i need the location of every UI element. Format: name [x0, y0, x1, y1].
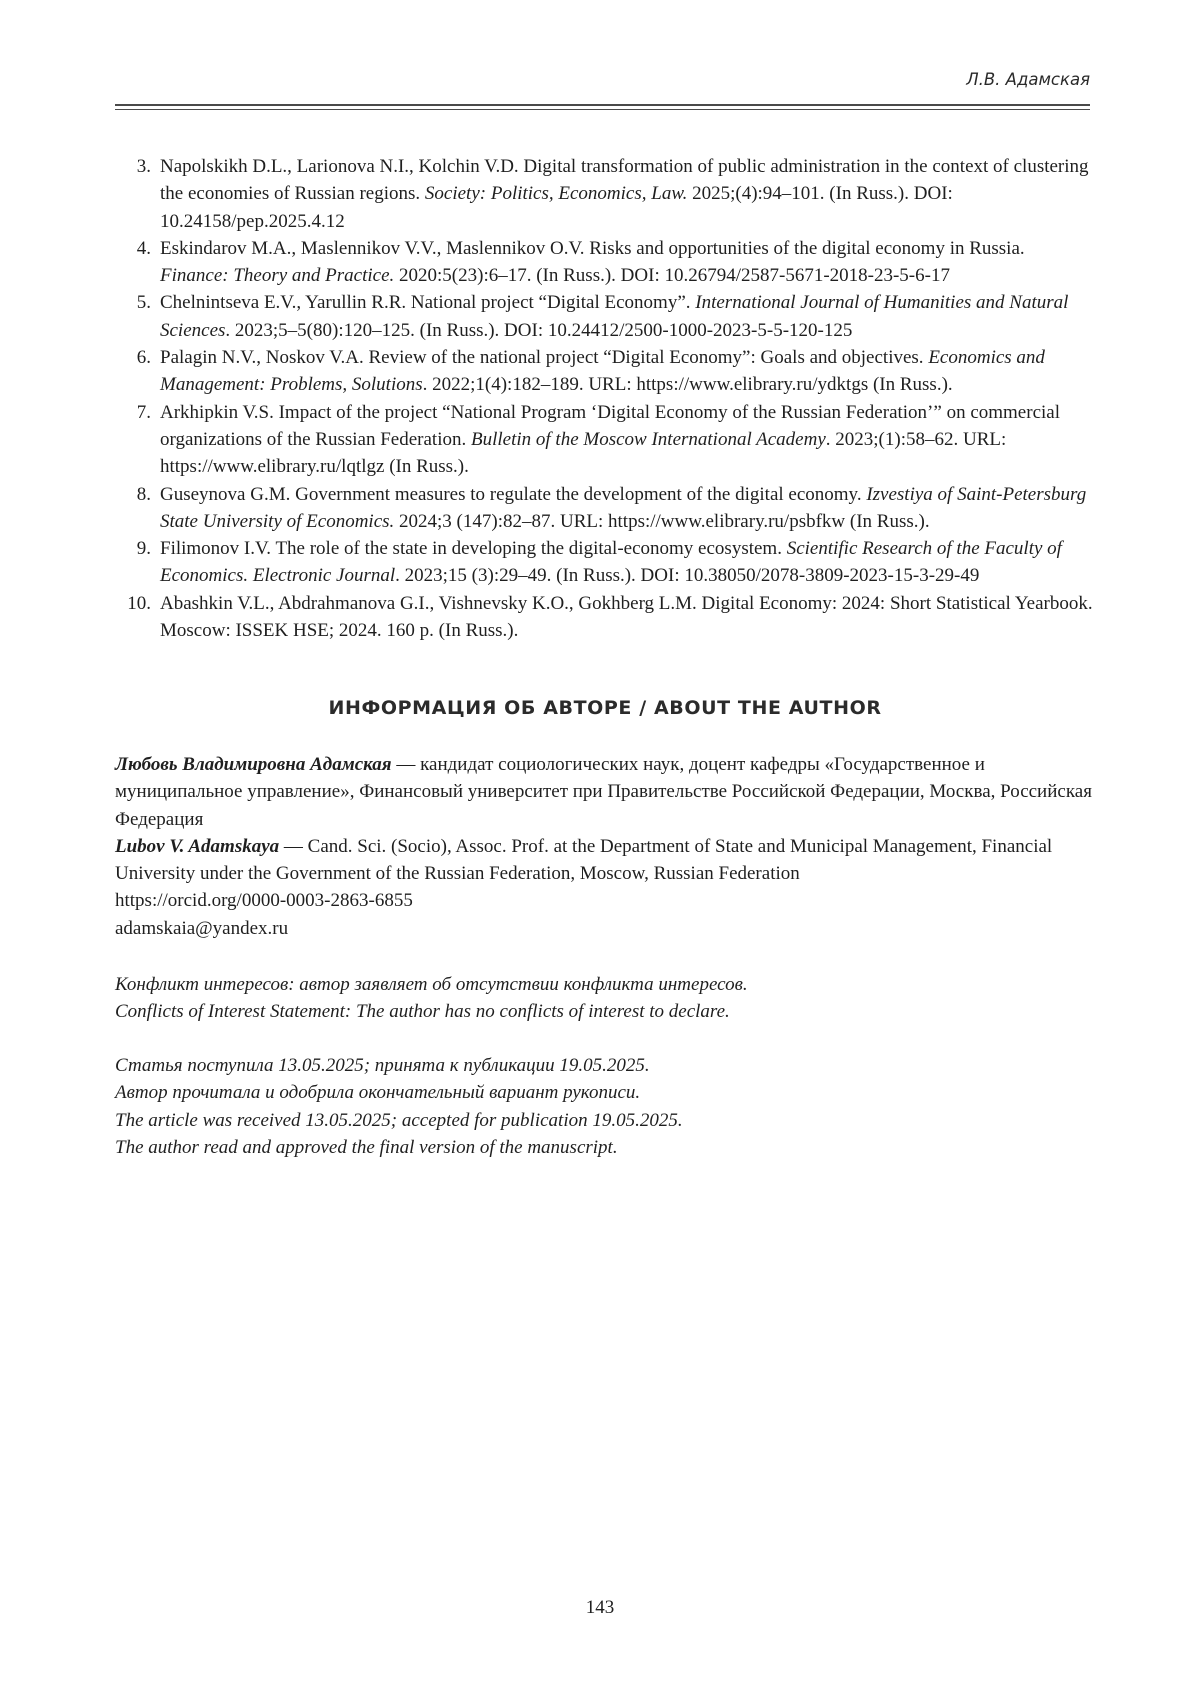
reference-item [115, 235, 1095, 290]
reference-journal: Finance: Theory and Practice. [160, 265, 395, 287]
reference-authors-title: Filimonov I.V. The role of the state in developing the digital-economy ecosystem. [160, 538, 787, 560]
reference-authors-title: Palagin N.V., Noskov V.A. Review of the national project “Digital Economy”: Goals and objectives. [160, 347, 929, 369]
reference-number: 9. [136, 538, 151, 560]
reference-number: 5. [136, 292, 151, 314]
author-info-en [115, 833, 1100, 888]
reference-number: 6. [136, 347, 151, 369]
reference-details: 2025;(4):94–101. (In Russ.). DOI: 10.24158/pep.2025.4.12 [160, 183, 953, 232]
reference-journal: International Journal of Humanities and Natural Sciences [160, 292, 1069, 341]
reference-item [115, 481, 1095, 536]
reference-details: 2020:5(23):6–17. (In Russ.). DOI: 10.26794/2587-5671-2018-23-5-6-17 [394, 265, 950, 287]
author-info [115, 751, 1100, 942]
reference-number: 10. [127, 592, 151, 614]
reference-authors-title: Chelnintseva E.V., Yarullin R.R. National project “Digital Economy”. [160, 292, 696, 314]
header-rule [115, 104, 1090, 106]
reference-item [115, 590, 1095, 645]
author-name-en: Lubov V. Adamskaya [115, 835, 280, 857]
author-description-ru: — кандидат социологических наук, доцент кафедры «Государственное и муниципальное управление», Финансовый университет при Правительстве Российской Федерации, Москва, Российская Федерация [115, 754, 1092, 830]
reference-journal: Economics and Management: Problems, Solutions [160, 347, 1045, 396]
reference-authors-title: Arkhipkin V.S. Impact of the project “National Program ‘Digital Economy of the Russian Federation’” on commercial organizations of the Russian Federation. [160, 401, 1060, 450]
reference-authors-title: Eskindarov M.A., Maslennikov V.V., Maslennikov O.V. Risks and opportunities of the digital economy in Russia. [160, 237, 1025, 259]
reference-journal: Izvestiya of Saint-Petersburg State University of Economics. [160, 483, 1087, 532]
author-description-en: — Cand. Sci. (Socio), Assoc. Prof. at the Department of State and Municipal Management, Financial University under the Government of the Russian Federation, Moscow, Russian Federation [115, 835, 1053, 885]
page-number: 143 [585, 1597, 615, 1618]
received-date-ru: Статья поступила 13.05.2025; принята к публикации 19.05.2025. [115, 1055, 650, 1076]
author-email-link[interactable]: adamskaia@yandex.ru [115, 917, 289, 939]
approval-note-en: The author read and approved the final version of the manuscript. [115, 1136, 618, 1158]
approval-note-ru: Автор прочитала и одобрила окончательный вариант рукописи. [115, 1082, 641, 1104]
reference-number: 3. [136, 156, 151, 177]
reference-journal: Scientific Research of the Faculty of Economics. Electronic Journal [160, 538, 1062, 587]
reference-authors-title: Napolskikh D.L., Larionova N.I., Kolchin V.D. Digital transformation of public administration in the context of clustering the economies of Russian regions. [160, 156, 1089, 205]
reference-item [115, 289, 1095, 344]
reference-details: . 2023;15 (3):29–49. (In Russ.). DOI: 10.38050/2078-3809-2023-15-3-29-49 [395, 565, 980, 587]
author-info-ru [115, 751, 1100, 833]
reference-number: 8. [136, 483, 151, 505]
reference-item [115, 399, 1095, 481]
reference-journal: Society: Politics, Economics, Law. [424, 183, 688, 205]
reference-authors-title: Guseynova G.M. Government measures to regulate the development of the digital economy. [160, 483, 867, 505]
received-date-en: The article was received 13.05.2025; accepted for publication 19.05.2025. [115, 1109, 683, 1131]
reference-details: . 2023;(1):58–62. URL: https://www.elibrary.ru/lqtlgz (In Russ.). [160, 428, 1007, 478]
reference-list [115, 153, 1095, 644]
conflict-statement-en: Conflicts of Interest Statement: The author has no conflicts of interest to declare. [115, 1001, 730, 1023]
author-name-ru: Любовь Владимировна Адамская [115, 754, 392, 775]
reference-journal: Bulletin of the Moscow International Academy [470, 428, 826, 450]
article-dates [115, 1052, 1100, 1161]
reference-item [115, 344, 1095, 399]
reference-item [115, 153, 1095, 235]
header-rule-thin [115, 109, 1090, 110]
reference-number: 7. [136, 401, 151, 423]
reference-details: . 2022;1(4):182–189. URL: https://www.elibrary.ru/ydktgs (In Russ.). [422, 374, 953, 396]
reference-details: 2024;3 (147):82–87. URL: https://www.elibrary.ru/psbfkw (In Russ.). [394, 510, 930, 532]
author-orcid-link[interactable]: https://orcid.org/0000-0003-2863-6855 [115, 890, 413, 912]
conflict-of-interest [115, 971, 1100, 1026]
author-section-heading: ИНФОРМАЦИЯ ОБ АВТОРЕ / ABOUT THE AUTHOR [328, 697, 882, 719]
reference-authors-title: Abashkin V.L., Abdrahmanova G.I., Vishnevsky K.O., Gokhberg L.M. Digital Economy: 2024: Short Statistical Yearbook. Moscow: ISSEK HSE; 2024. 160 p. (In Russ.). [160, 592, 1093, 642]
conflict-statement-ru: Конфликт интересов: автор заявляет об отсутствии конфликта интересов. [115, 974, 748, 995]
reference-number: 4. [136, 237, 151, 259]
reference-details: . 2023;5–5(80):120–125. (In Russ.). DOI: 10.24412/2500-1000-2023-5-5-120-125 [225, 319, 853, 341]
running-header: Л.В. Адамская [966, 70, 1090, 89]
reference-item [115, 535, 1095, 590]
